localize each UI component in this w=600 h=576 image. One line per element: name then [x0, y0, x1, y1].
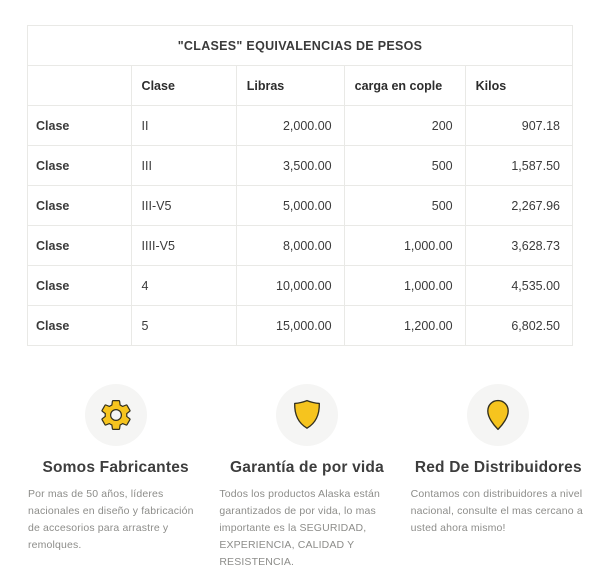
carga-en-cople-value: 200	[344, 106, 465, 146]
feature-cards-row	[0, 384, 600, 571]
libras-value: 2,000.00	[236, 106, 344, 146]
table-row	[28, 106, 573, 146]
carga-en-cople-value: 1,000.00	[344, 226, 465, 266]
table-header-row	[28, 66, 573, 106]
shield-icon	[276, 384, 338, 446]
feature-title: Somos Fabricantes	[42, 459, 189, 476]
table-banner-row	[28, 26, 573, 66]
clase-value: III	[131, 146, 236, 186]
clase-value: 5	[131, 306, 236, 346]
carga-en-cople-value: 1,000.00	[344, 266, 465, 306]
feature-title: Red De Distribuidores	[414, 459, 582, 476]
libras-value: 15,000.00	[236, 306, 344, 346]
feature-card-garantia	[219, 384, 394, 571]
kilos-value: 4,535.00	[465, 266, 572, 306]
column-header-kilos: Kilos	[465, 66, 572, 106]
row-label: Clase	[28, 226, 132, 266]
kilos-value: 3,628.73	[465, 226, 572, 266]
table-row	[28, 306, 573, 346]
libras-value: 10,000.00	[236, 266, 344, 306]
equivalence-table	[27, 25, 573, 346]
clase-value: 4	[131, 266, 236, 306]
table-row	[28, 226, 573, 266]
carga-en-cople-value: 500	[344, 146, 465, 186]
kilos-value: 6,802.50	[465, 306, 572, 346]
table-row	[28, 146, 573, 186]
libras-value: 8,000.00	[236, 226, 344, 266]
row-label: Clase	[28, 186, 132, 226]
clase-value: IIII-V5	[131, 226, 236, 266]
feature-text: Contamos con distribuidores a nivel nacional, consulte el mas cercano a usted ahora mismo!	[410, 488, 583, 534]
kilos-value: 907.18	[465, 106, 572, 146]
libras-value: 3,500.00	[236, 146, 344, 186]
kilos-value: 2,267.96	[465, 186, 572, 226]
libras-value: 5,000.00	[236, 186, 344, 226]
row-label: Clase	[28, 146, 132, 186]
feature-title: Garantía de por vida	[230, 459, 384, 476]
row-label: Clase	[28, 266, 132, 306]
feature-text: Todos los productos Alaska están garantizados de por vida, lo mas importante es la SEGURIDAD, EXPERIENCIA, CALIDAD Y RESISTENCIA.	[219, 488, 380, 568]
feature-card-fabricantes	[28, 384, 203, 571]
feature-text: Por mas de 50 años, líderes nacionales en diseño y fabricación de accesorios para arrastre y remolques.	[28, 488, 194, 551]
kilos-value: 1,587.50	[465, 146, 572, 186]
column-header-clase: Clase	[131, 66, 236, 106]
map-pin-icon	[467, 384, 529, 446]
carga-en-cople-value: 500	[344, 186, 465, 226]
gear-icon	[85, 384, 147, 446]
table-row	[28, 266, 573, 306]
table-row	[28, 186, 573, 226]
row-label: Clase	[28, 306, 132, 346]
carga-en-cople-value: 1,200.00	[344, 306, 465, 346]
row-label: Clase	[28, 106, 132, 146]
feature-card-distribuidores	[411, 384, 586, 571]
weight-equivalence-section	[27, 25, 573, 346]
clase-value: III-V5	[131, 186, 236, 226]
column-header-empty	[28, 66, 132, 106]
column-header-libras: Libras	[236, 66, 344, 106]
table-banner-title: "CLASES" EQUIVALENCIAS DE PESOS	[28, 26, 573, 66]
clase-value: II	[131, 106, 236, 146]
column-header-carga-en-cople: carga en cople	[344, 66, 465, 106]
